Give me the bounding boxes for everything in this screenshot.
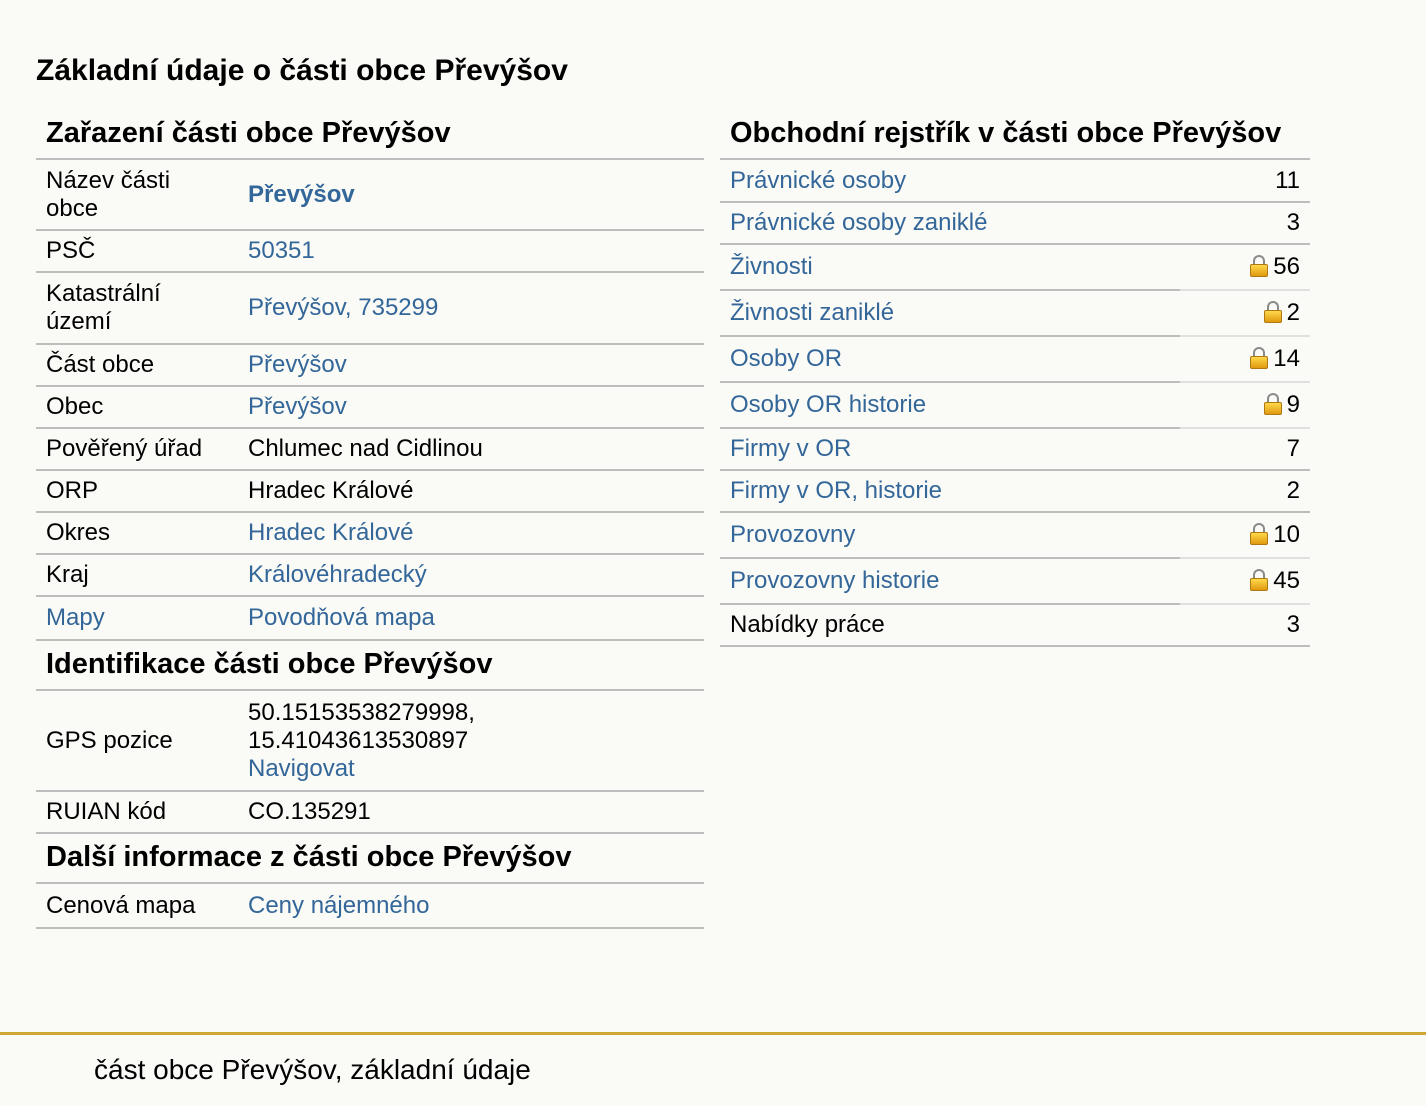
- registry-table: [720, 160, 1310, 647]
- table-row: [36, 554, 704, 596]
- registry-row: [720, 470, 1310, 512]
- row-value: Chlumec nad Cidlinou: [248, 435, 483, 462]
- row-value[interactable]: Převýšov: [248, 393, 347, 420]
- table-row: [36, 596, 704, 640]
- ruian-value: CO.135291: [238, 791, 704, 833]
- registry-label[interactable]: Firmy v OR, historie: [730, 477, 943, 504]
- table-row: [36, 691, 704, 791]
- registry-label[interactable]: Osoby OR: [730, 345, 843, 372]
- registry-count: 2: [1286, 299, 1300, 326]
- price-map-label: Cenová mapa: [36, 884, 238, 928]
- registry-row: [720, 558, 1310, 604]
- registry-row: [720, 428, 1310, 470]
- page-title: Základní údaje o části obce Převýšov: [36, 54, 568, 87]
- registry-count: 2: [1286, 477, 1300, 504]
- registry-count: 11: [1275, 166, 1300, 194]
- table-row: [36, 512, 704, 554]
- row-value[interactable]: Převýšov: [248, 180, 355, 208]
- lock-icon: [1250, 523, 1268, 545]
- gps-label: GPS pozice: [36, 691, 238, 791]
- row-label[interactable]: Mapy: [46, 604, 105, 631]
- registry-row: [720, 160, 1310, 202]
- registry-label[interactable]: Osoby OR historie: [730, 391, 927, 418]
- registry-row: [720, 290, 1310, 336]
- registry-count: 14: [1273, 345, 1300, 372]
- registry-count: 9: [1286, 391, 1300, 418]
- row-value[interactable]: Převýšov: [248, 351, 347, 378]
- registry-label[interactable]: Provozovny: [730, 521, 856, 548]
- left-column: [36, 110, 704, 929]
- table-row: [36, 791, 704, 833]
- table-row: [36, 884, 704, 928]
- row-label: Název části obce: [46, 166, 171, 222]
- registry-label[interactable]: Živnosti: [730, 253, 813, 280]
- registry-count: 7: [1286, 435, 1300, 462]
- row-value[interactable]: Hradec Králové: [248, 519, 414, 546]
- row-value[interactable]: Královéhradecký: [248, 561, 427, 588]
- table-row: [36, 386, 704, 428]
- row-label: Katastrální území: [46, 280, 161, 335]
- registry-row: [720, 512, 1310, 558]
- registry-row: [720, 336, 1310, 382]
- lock-icon: [1250, 569, 1268, 591]
- more-info-table: [36, 884, 704, 929]
- registry-count: 56: [1273, 253, 1300, 280]
- classification-table: [36, 160, 704, 641]
- registry-title: Obchodní rejstřík v části obce Převýšov: [720, 110, 1310, 160]
- identification-title: Identifikace části obce Převýšov: [36, 641, 704, 691]
- table-row: [36, 344, 704, 386]
- registry-count: 10: [1273, 521, 1300, 548]
- gps-lon: 15.41043613530897: [248, 726, 469, 754]
- registry-count: 45: [1273, 567, 1300, 594]
- registry-label[interactable]: Právnické osoby zaniklé: [730, 209, 988, 236]
- row-value[interactable]: Povodňová mapa: [248, 604, 435, 631]
- row-label: ORP: [46, 477, 99, 504]
- row-label: Část obce: [46, 351, 155, 378]
- lock-icon: [1250, 255, 1268, 277]
- right-column: [720, 110, 1310, 647]
- row-value[interactable]: Převýšov, 735299: [248, 294, 439, 321]
- row-value: Hradec Králové: [248, 477, 414, 504]
- lock-icon: [1264, 393, 1282, 415]
- registry-row: [720, 202, 1310, 244]
- registry-label: Nabídky práce: [730, 611, 885, 638]
- table-row: [36, 160, 704, 230]
- row-label: Okres: [46, 519, 111, 546]
- registry-label[interactable]: Provozovny historie: [730, 567, 940, 594]
- ruian-label: RUIAN kód: [36, 791, 238, 833]
- row-label: PSČ: [46, 237, 96, 264]
- row-label: Pověřený úřad: [46, 435, 203, 462]
- row-value[interactable]: 50351: [248, 237, 315, 264]
- table-row: [36, 470, 704, 512]
- registry-label[interactable]: Živnosti zaniklé: [730, 299, 895, 326]
- table-row: [36, 272, 704, 344]
- navigate-link[interactable]: Navigovat: [248, 754, 355, 782]
- lock-icon: [1264, 301, 1282, 323]
- registry-count: 3: [1286, 209, 1300, 236]
- registry-count: 3: [1286, 611, 1300, 638]
- registry-label[interactable]: Právnické osoby: [730, 166, 907, 194]
- gps-value: [238, 691, 704, 791]
- more-info-title: Další informace z části obce Převýšov: [36, 834, 704, 884]
- registry-label[interactable]: Firmy v OR: [730, 435, 852, 462]
- registry-row: [720, 604, 1310, 646]
- registry-row: [720, 382, 1310, 428]
- footer-divider: [0, 1032, 1426, 1035]
- gps-lat: 50.15153538279998,: [248, 698, 475, 726]
- row-label: Kraj: [46, 561, 89, 588]
- row-label: Obec: [46, 393, 104, 420]
- lock-icon: [1250, 347, 1268, 369]
- table-row: [36, 428, 704, 470]
- registry-row: [720, 244, 1310, 290]
- identification-table: [36, 691, 704, 834]
- table-row: [36, 230, 704, 272]
- classification-title: Zařazení části obce Převýšov: [36, 110, 704, 160]
- rent-prices-link[interactable]: Ceny nájemného: [248, 891, 430, 919]
- footer-text: část obce Převýšov, základní údaje: [94, 1054, 531, 1085]
